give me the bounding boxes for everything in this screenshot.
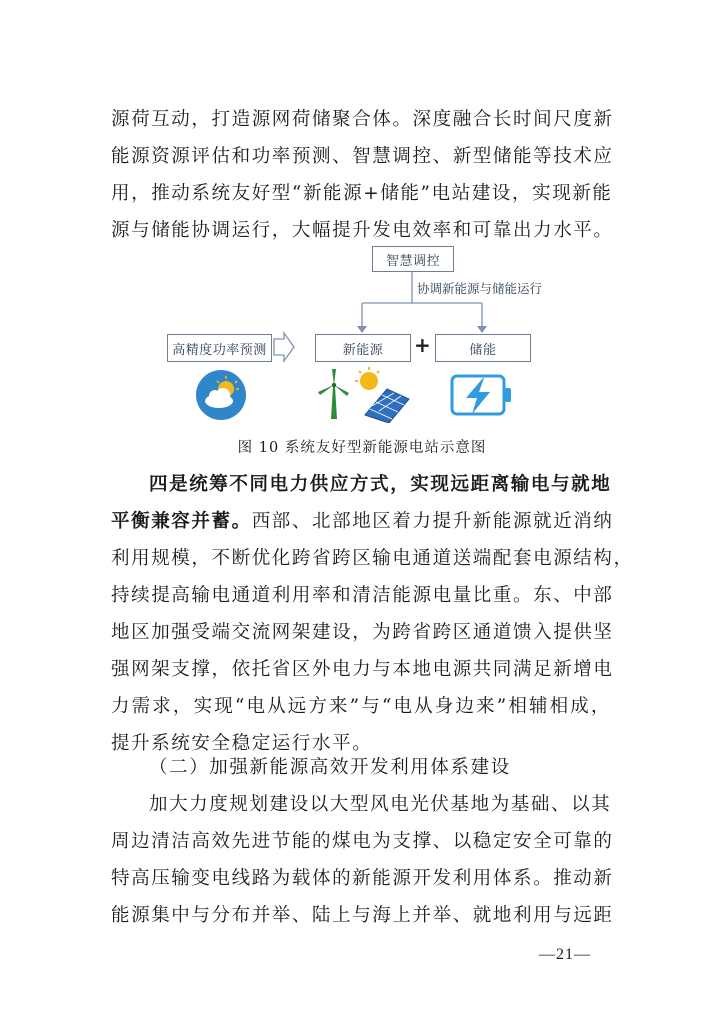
section-heading-text: （二）加强新能源高效开发利用体系建设 bbox=[149, 757, 511, 778]
figure-caption: 图 10 系统友好型新能源电站示意图 bbox=[237, 440, 487, 456]
arrow-down-icon bbox=[357, 326, 367, 333]
text-line bbox=[111, 503, 614, 540]
section-heading bbox=[111, 749, 611, 786]
text-line-rest: 西部、北部地区着力提升新能源就近消纳 bbox=[251, 511, 614, 532]
forecast-box: 高精度功率预测 bbox=[167, 334, 272, 362]
paragraph-development-system bbox=[111, 786, 614, 934]
storage-box: 储能 bbox=[435, 334, 531, 362]
coordination-label: 协调新能源与储能运行 bbox=[417, 281, 543, 296]
text-line: 提升系统安全稳定运行水平。 bbox=[111, 733, 373, 754]
page-number: —21— bbox=[539, 946, 591, 963]
bold-lead-end: 平衡兼容并蓄。 bbox=[111, 511, 252, 532]
text-line: 特高压输变电线路为载体的新能源开发利用体系。推动新 bbox=[111, 868, 614, 889]
paragraph-power-supply bbox=[111, 466, 634, 762]
wind-turbine-icon bbox=[314, 368, 354, 420]
text-line: 强网架支撑，依托省区外电力与本地电源共同满足新增电 bbox=[111, 659, 614, 680]
plus-sign: + bbox=[414, 333, 431, 357]
text-line: 力需求，实现“电从远方来”与“电从身边来”相辅相成， bbox=[111, 696, 611, 717]
text-line: 地区加强受端交流网架建设，为跨省跨区通道馈入提供坚 bbox=[111, 622, 614, 643]
text-line: 用，推动系统友好型“新能源+储能”电站建设，实现新能 bbox=[111, 183, 613, 204]
text-line: 源荷互动，打造源网荷储聚合体。深度融合长时间尺度新 bbox=[111, 109, 614, 130]
bold-lead-line: 四是统筹不同电力供应方式，实现远距离输电与就地 bbox=[149, 474, 612, 495]
solar-panel-icon bbox=[353, 367, 411, 423]
figure-system-diagram bbox=[150, 243, 580, 423]
text-line: 加大力度规划建设以大型风电光伏基地为基础、以其 bbox=[149, 794, 612, 815]
text-line: 能源资源评估和功率预测、智慧调控、新型储能等技术应 bbox=[111, 146, 614, 167]
arrow-right-icon bbox=[274, 333, 294, 361]
new-energy-box: 新能源 bbox=[315, 334, 411, 362]
paragraph-intro bbox=[111, 101, 614, 249]
weather-cloud-sun-icon bbox=[195, 369, 247, 421]
battery-bolt-icon bbox=[450, 372, 514, 420]
text-line: 持续提高输电通道利用率和清洁能源电量比重。东、中部 bbox=[111, 585, 614, 606]
text-line: 能源集中与分布并举、陆上与海上并举、就地利用与远距 bbox=[111, 905, 614, 926]
arrow-down-icon bbox=[477, 326, 487, 333]
text-line: 利用规模，不断优化跨省跨区输电通道送端配套电源结构， bbox=[111, 548, 634, 569]
text-line: 周边清洁高效先进节能的煤电为支撑、以稳定安全可靠的 bbox=[111, 831, 614, 852]
control-box: 智慧调控 bbox=[372, 246, 454, 272]
text-line: 源与储能协调运行，大幅提升发电效率和可靠出力水平。 bbox=[111, 220, 614, 241]
